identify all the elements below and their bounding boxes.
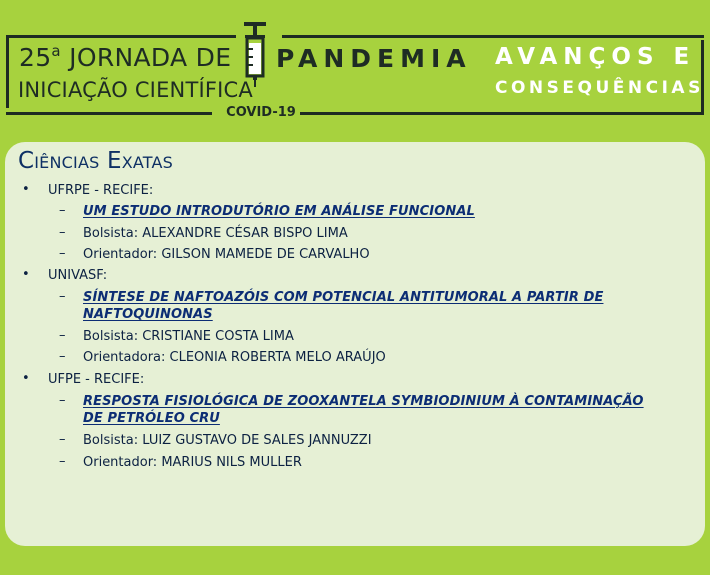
- institution-label: UFRPE - RECIFE:: [48, 183, 154, 198]
- edition-ordinal: a: [51, 42, 61, 60]
- institution-label: UFPE - RECIFE:: [48, 372, 145, 387]
- frame-line-bottom-left: [6, 112, 212, 115]
- bullet-icon: •: [22, 182, 30, 197]
- project-title: SÍNTESE DE NAFTOAZÓIS COM POTENCIAL ANTITUMORAL A PARTIR DE: [83, 290, 604, 305]
- project-title-continuation: DE PETRÓLEO CRU: [83, 411, 220, 426]
- project-title: UM ESTUDO INTRODUTÓRIO EM ANÁLISE FUNCIONAL: [83, 204, 475, 219]
- advisor-label: Orientador: GILSON MAMEDE DE CARVALHO: [83, 247, 370, 262]
- scholar-label: Bolsista: LUIZ GUSTAVO DE SALES JANNUZZI: [83, 433, 372, 448]
- dash-icon: –: [59, 349, 66, 364]
- project-title: RESPOSTA FISIOLÓGICA DE ZOOXANTELA SYMBIODINIUM À CONTAMINAÇÃO: [83, 394, 644, 409]
- dash-icon: –: [59, 203, 66, 218]
- advisor-label: Orientador: MARIUS NILS MULLER: [83, 455, 302, 470]
- frame-line-top-right: [282, 35, 704, 38]
- theme-sub-line1: AVANÇOS E: [495, 44, 696, 70]
- event-title-line2: INICIAÇÃO CIENTÍFICA: [18, 78, 253, 102]
- covid-tag: COVID-19: [226, 105, 296, 120]
- theme-sub-line2: CONSEQUÊNCIAS: [495, 78, 704, 98]
- dash-icon: –: [59, 246, 66, 261]
- theme-main: PANDEMIA: [276, 44, 472, 73]
- bullet-icon: •: [22, 371, 30, 386]
- dash-icon: –: [59, 454, 66, 469]
- dash-icon: –: [59, 225, 66, 240]
- dash-icon: –: [59, 289, 66, 304]
- project-title-continuation: NAFTOQUINONAS: [83, 307, 213, 322]
- event-title-text: JORNADA DE: [60, 43, 232, 72]
- dash-icon: –: [59, 432, 66, 447]
- advisor-label: Orientadora: CLEONIA ROBERTA MELO ARAÚJO: [83, 350, 386, 365]
- edition-number: 25: [19, 43, 52, 72]
- dash-icon: –: [59, 393, 66, 408]
- section-title: Ciências Exatas: [18, 148, 173, 174]
- event-header: [0, 0, 710, 130]
- scholar-label: Bolsista: CRISTIANE COSTA LIMA: [83, 329, 294, 344]
- institution-label: UNIVASF:: [48, 268, 108, 283]
- frame-line-top-left: [6, 35, 236, 38]
- frame-line-bottom-right: [300, 112, 704, 115]
- frame-line-right-vertical: [701, 40, 704, 114]
- frame-line-left-vertical: [6, 36, 9, 108]
- scholar-label: Bolsista: ALEXANDRE CÉSAR BISPO LIMA: [83, 226, 348, 241]
- dash-icon: –: [59, 328, 66, 343]
- bullet-icon: •: [22, 267, 30, 282]
- event-title-line1: [19, 44, 231, 70]
- syringe-icon: [238, 21, 272, 87]
